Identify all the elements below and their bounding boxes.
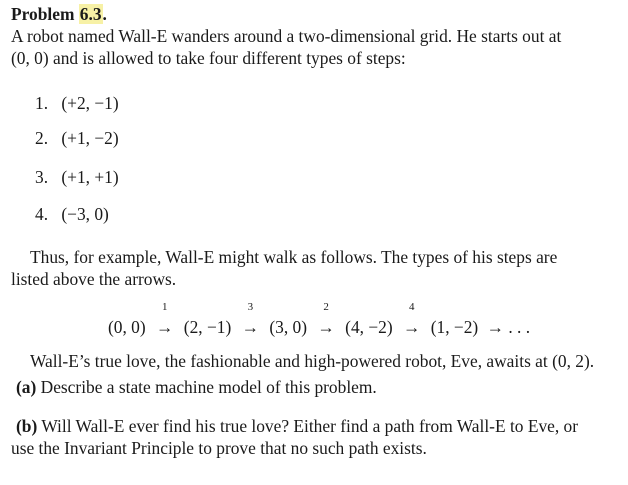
part-b-line-1	[16, 415, 578, 437]
walk-arrow: 3 →	[241, 301, 260, 337]
list-item	[35, 166, 119, 188]
walk-arrow: 1 →	[156, 301, 174, 337]
walk-arrow-label: 3	[247, 301, 254, 313]
walk-arrow-label: 1	[161, 301, 168, 313]
walk-tail: → . . .	[486, 317, 531, 337]
list-item-text: (+2, −1)	[61, 93, 119, 113]
list-item-number: 1.	[35, 93, 49, 113]
walk-point: (4, −2)	[345, 317, 393, 337]
walk-point: (0, 0)	[108, 317, 146, 337]
problem-number: 6.3	[79, 4, 102, 24]
list-item-text: (+1, −2)	[61, 128, 119, 148]
list-item	[35, 127, 119, 149]
problem-label: Problem	[11, 4, 75, 24]
example-line-2: listed above the arrows.	[11, 269, 177, 289]
walk-arrow: 2 →	[317, 301, 335, 337]
part-b-line-2: use the Invariant Principle to prove that no such path exists.	[11, 438, 427, 458]
problem-heading	[11, 3, 107, 25]
list-item-text: (−3, 0)	[61, 204, 109, 224]
list-item-number: 3.	[35, 167, 49, 187]
list-item-number: 2.	[35, 128, 49, 148]
list-item-text: (+1, +1)	[61, 167, 119, 187]
part-a	[16, 376, 377, 398]
problem-period: .	[102, 4, 107, 24]
walk-point: (1, −2)	[430, 317, 479, 337]
part-b-text: Will Wall-E ever find his true love? Either find a path from Wall-E to Eve, or	[41, 416, 579, 436]
walk-point: (3, 0)	[269, 317, 308, 337]
part-b-tag: (b)	[16, 416, 38, 436]
list-item	[35, 203, 109, 225]
part-a-tag: (a)	[16, 377, 37, 397]
list-item-number: 4.	[35, 204, 49, 224]
walk-sequence	[108, 301, 531, 338]
part-a-text: Describe a state machine model of this problem.	[40, 377, 377, 397]
list-item	[35, 92, 119, 114]
walk-arrow-label: 4	[408, 301, 415, 313]
intro-line-1: A robot named Wall-E wanders around a two-dimensional grid. He starts out at	[11, 26, 562, 46]
example-line-1: Thus, for example, Wall-E might walk as follows. The types of his steps are	[30, 247, 558, 267]
intro-line-2: (0, 0) and is allowed to take four different types of steps:	[11, 48, 406, 68]
walk-arrow: 4 →	[403, 301, 421, 337]
eve-line: Wall-E’s true love, the fashionable and high-powered robot, Eve, awaits at (0, 2).	[30, 351, 595, 371]
walk-arrow-label: 2	[323, 301, 329, 313]
walk-point: (2, −1)	[183, 317, 232, 337]
